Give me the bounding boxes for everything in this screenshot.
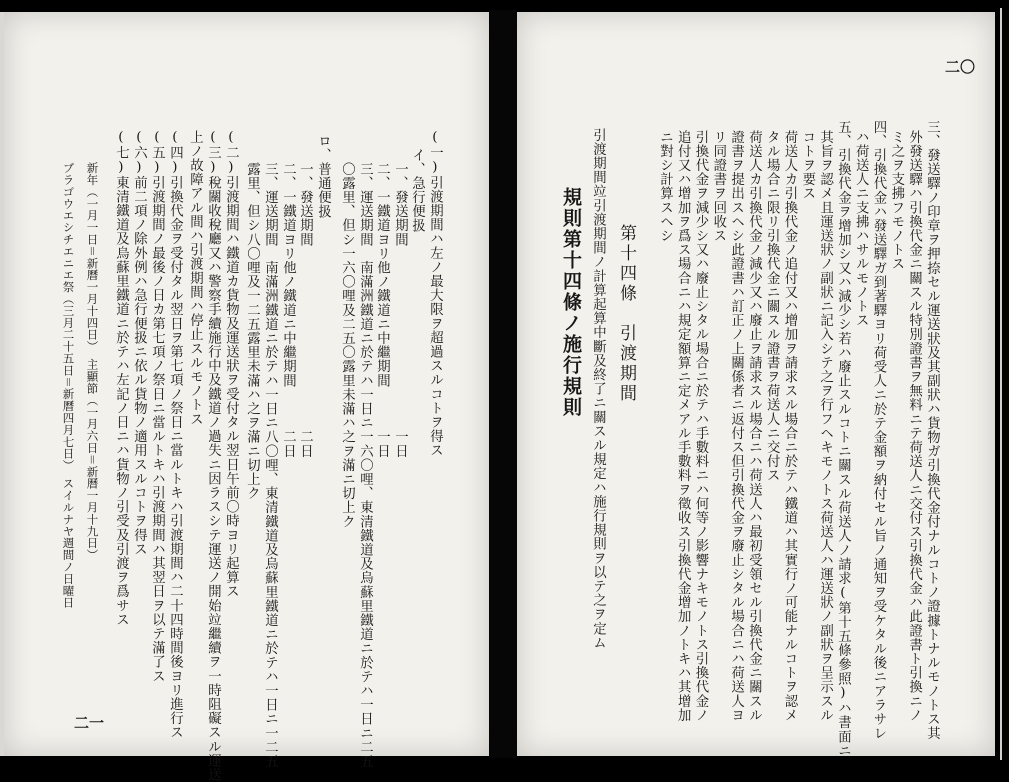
text-column: ブラゴウエシチエニエ祭（三月二十五日＝新曆四月七日） スイルナヤ週間ノ日曜日 xyxy=(61,162,76,609)
text-column: 三、運送期間 南滿洲鐵道ニ於テハ一日ニ一六〇哩、東清鐵道及烏蘇里鐵道ニ於テハ一日ニ二五 xyxy=(357,162,373,769)
text-column: (一)引渡期間ハ左ノ最大限ヲ超過スルコトヲ得ス xyxy=(427,130,443,458)
left-page xyxy=(4,12,489,782)
text-column: 四、引換代金ハ發送驛ガ到著驛ヨリ荷受人ニ於テ金額ヲ納付セル旨ノ通知ヲ受ケタル後ニアラサレ xyxy=(871,120,886,741)
text-column: ハ荷送人ニ支拂ハサルモノトス xyxy=(853,130,869,328)
text-column: 〇露里、但シ一六〇哩及二五〇露里未滿ハ之ヲ滿ニ切上ク xyxy=(339,162,355,529)
text-column: コトヲ要ス xyxy=(799,130,815,201)
right-page xyxy=(517,12,995,756)
left-page-number: 二一 xyxy=(74,714,105,732)
text-column: 上ノ故障アル間ハ引渡期間ハ停止スルモノトス xyxy=(187,130,203,427)
text-column: ミ之ヲ支拂フモノトス xyxy=(888,130,904,271)
page-edge-right xyxy=(1000,8,1002,760)
text-column: リ同證書ヲ回收ス xyxy=(710,130,726,243)
text-column: 五、引換代金ヲ增加シ又ハ減少シ若ハ廢止スルコトニ關スル荷送人ノ請求(第十五條參照)ハ書面ニ xyxy=(835,120,851,758)
text-column: 三、發送驛ノ印章ヲ押捺セル運送狀及其副狀ハ貨物ガ引換代金付ナルコトノ證據トナルモノトス其 xyxy=(924,120,940,741)
text-column: 荷送人カ引換代金ノ追付又ハ增加ヲ請求スル場合ニ於テハ鐵道ハ其實行ノ可能ナルコトヲ認メ xyxy=(782,130,797,723)
text-column: 引渡期間竝引渡期間ノ計算起算中斷及終了ニ關スル規定ハ施行規則ヲ以テ之ヲ定ム xyxy=(590,128,606,650)
text-column: 證書ヲ提出スヘシ此證書ハ訂正ノ上關係者ニ返付ス但引換代金ヲ廢止シタル場合ニハ荷送人ヨ xyxy=(728,130,744,723)
text-column: (二)引渡期間ハ鐵道カ貨物及運送狀ヲ受付タル翌日午前〇時ヨリ起算ス xyxy=(223,130,239,599)
text-column: (七)東清鐵道及烏蘇里鐵道ニ於テハ左記ノ日ニハ貨物ノ引受及引渡ヲ爲サス xyxy=(113,130,129,627)
article-title: 第十四條 引渡期間 xyxy=(616,224,636,404)
text-column: 外發送驛ハ引換代金ニ關スル特別證書ヲ無料ニテ荷送人ニ交付ス引換代金ハ此證書ト引換ニノ xyxy=(906,130,922,723)
book-gutter xyxy=(489,10,517,758)
text-column: タル場合ニ限リ引換代金ニ關スル證書ヲ荷送人ニ交付ス xyxy=(764,130,780,483)
text-column: (五)引渡期間ノ最後ノ日カ第七項ノ祭日ニ當ルトキハ引渡期間ハ其翌日ヲ以テ滿了ス xyxy=(149,130,165,684)
regulation-heading: 規則第十四條ノ施行規則 xyxy=(560,187,582,418)
text-column: ニ對シ計算スヘシ xyxy=(657,130,673,243)
text-column: イ、急行便扱 xyxy=(409,148,425,233)
text-column: 引換代金ヲ減少シ又ハ廢止シタル場合ニ於テハ手數料ニハ何等ノ影響ナキモノトス引換代金ノ xyxy=(693,130,708,723)
text-column: 二、一鐵道ヨリ他ノ鐵道ニ中繼期間 二日 xyxy=(280,162,296,459)
text-column: (四)引換代金ヲ受付タル翌日ヲ第七項ノ祭日ニ當ルトキハ引渡期間ハ二十四時間後ヨリ進行ス xyxy=(167,130,183,740)
text-column: 新年（一月一日＝新曆一月十四日） 主顯節（一月六日＝新曆一月十九日） xyxy=(85,162,100,561)
right-page-number: 二〇 xyxy=(945,58,976,76)
text-column: (三)稅關收稅廳又ハ警察手續施行中及鐵道ノ過失ニ因ラスシテ運送ノ開始竝繼續ヲ一時阻礙スル運送 xyxy=(205,130,221,782)
text-column: 露里、但シ八〇哩及一二五露里未滿ハ之ヲ滿ニ切上ク xyxy=(244,162,260,501)
text-column: 一、發送期間 二日 xyxy=(297,162,313,459)
text-column: (六)前二項ノ除外例ハ急行便扱ニ依ル貨物ノ適用スルコトヲ得ス xyxy=(131,130,147,557)
text-column: 荷送人カ引換代金ノ減少又ハ廢止ヲ請求スル場合ニハ荷送人ハ最初受領セル引換代金ニ關スル xyxy=(746,130,762,723)
text-column: 二、一鐵道ヨリ他ノ鐵道ニ中繼期間 一日 xyxy=(374,162,390,459)
text-column: ロ、普通便扱 xyxy=(315,134,331,219)
text-column: 其旨ヲ認メ且運送狀ノ副狀ニ記入シテ之ヲ行フヘキモノトス荷送人ハ運送狀ノ副狀ヲ呈示スル xyxy=(817,130,833,723)
text-column: 一、發送期間 一日 xyxy=(392,162,408,459)
text-column: 追付又ハ增加ヲ爲ス場合ニハ規定額算ニ定メアル手數料ヲ徵收ス引換代金增加ノトキハ其增加 xyxy=(675,130,691,723)
text-column: 三、運送期間 南滿洲鐵道ニ於テハ一日ニ八〇哩、東清鐵道及烏蘇里鐵道ニ於テハ一日ニ一二五 xyxy=(262,162,278,769)
